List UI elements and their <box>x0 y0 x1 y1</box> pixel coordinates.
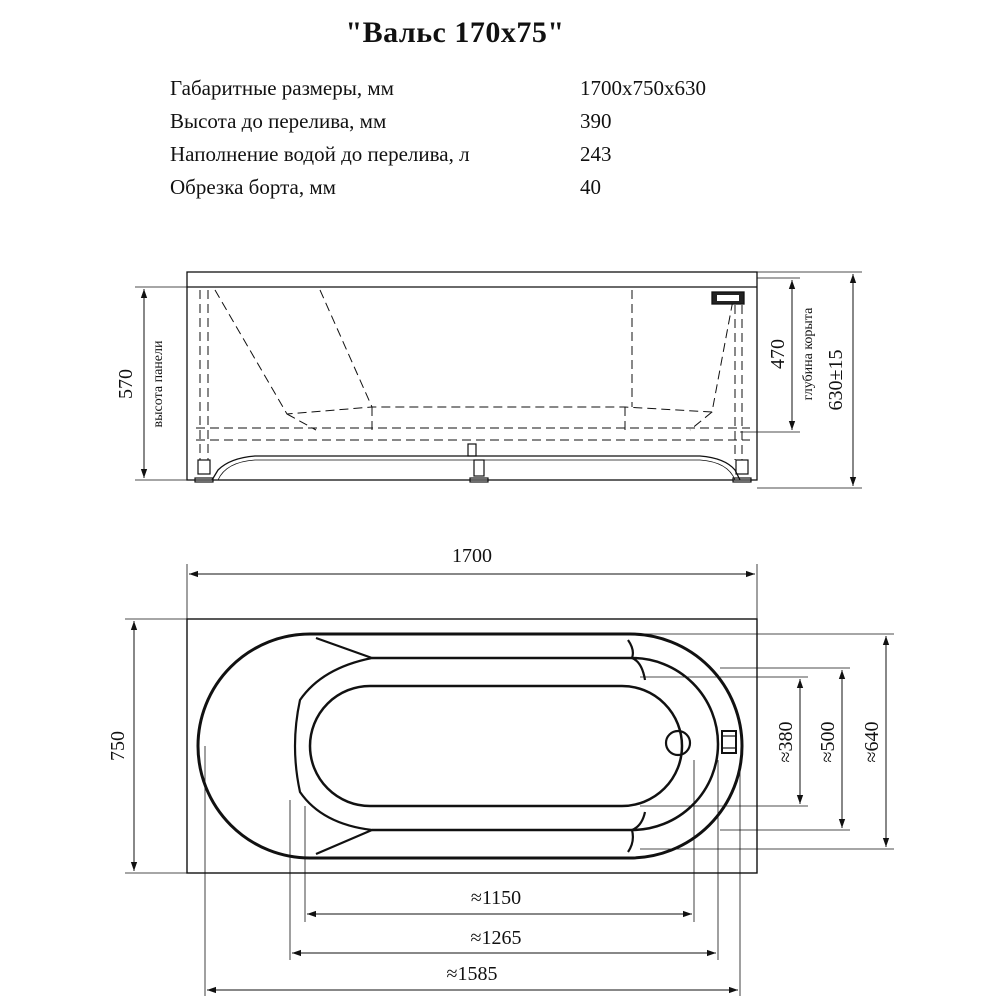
dim-label-630: 630±15 <box>825 349 847 411</box>
dim-1700 <box>187 564 757 619</box>
spec-label: Высота до перелива, мм <box>170 109 387 133</box>
dim-label-1700: 1700 <box>452 545 492 567</box>
dim-label-570: 570 <box>115 369 137 399</box>
dim-label-500: ≈500 <box>817 721 839 763</box>
bowl-floor <box>310 686 682 806</box>
bowl-slope-lines <box>316 638 372 854</box>
dim-label-750: 750 <box>107 731 129 761</box>
spec-label: Габаритные размеры, мм <box>170 76 394 100</box>
support-legs <box>195 444 751 482</box>
panel-bottom-arch-inner <box>218 460 735 480</box>
drain-icon <box>666 731 690 755</box>
spec-value: 40 <box>580 175 601 199</box>
hidden-tub-contour <box>196 290 750 460</box>
diagram-title: "Вальс 170x75" <box>345 16 565 49</box>
dim-750 <box>125 619 187 873</box>
spec-label: Наполнение водой до перелива, л <box>170 142 470 166</box>
side-view <box>135 272 862 488</box>
dim-1585 <box>205 746 740 996</box>
dim-label-470: 470 <box>767 339 789 369</box>
dim-label-1150: ≈1150 <box>470 887 522 909</box>
dim-label-1585: ≈1585 <box>446 963 498 985</box>
spec-value: 243 <box>580 142 612 166</box>
dim-label-1265: ≈1265 <box>470 927 522 949</box>
spec-value: 390 <box>580 109 612 133</box>
spec-label: Обрезка борта, мм <box>170 175 336 199</box>
dim-label-tub-depth: глубина корыта <box>801 307 816 401</box>
dim-label-380: ≈380 <box>775 721 797 763</box>
spec-value: 1700x750x630 <box>580 76 706 100</box>
side-panel-outline <box>187 272 757 480</box>
overflow-icon <box>722 731 736 753</box>
dim-label-640: ≈640 <box>861 721 883 763</box>
dim-label-panel-height: высота панели <box>151 340 166 428</box>
